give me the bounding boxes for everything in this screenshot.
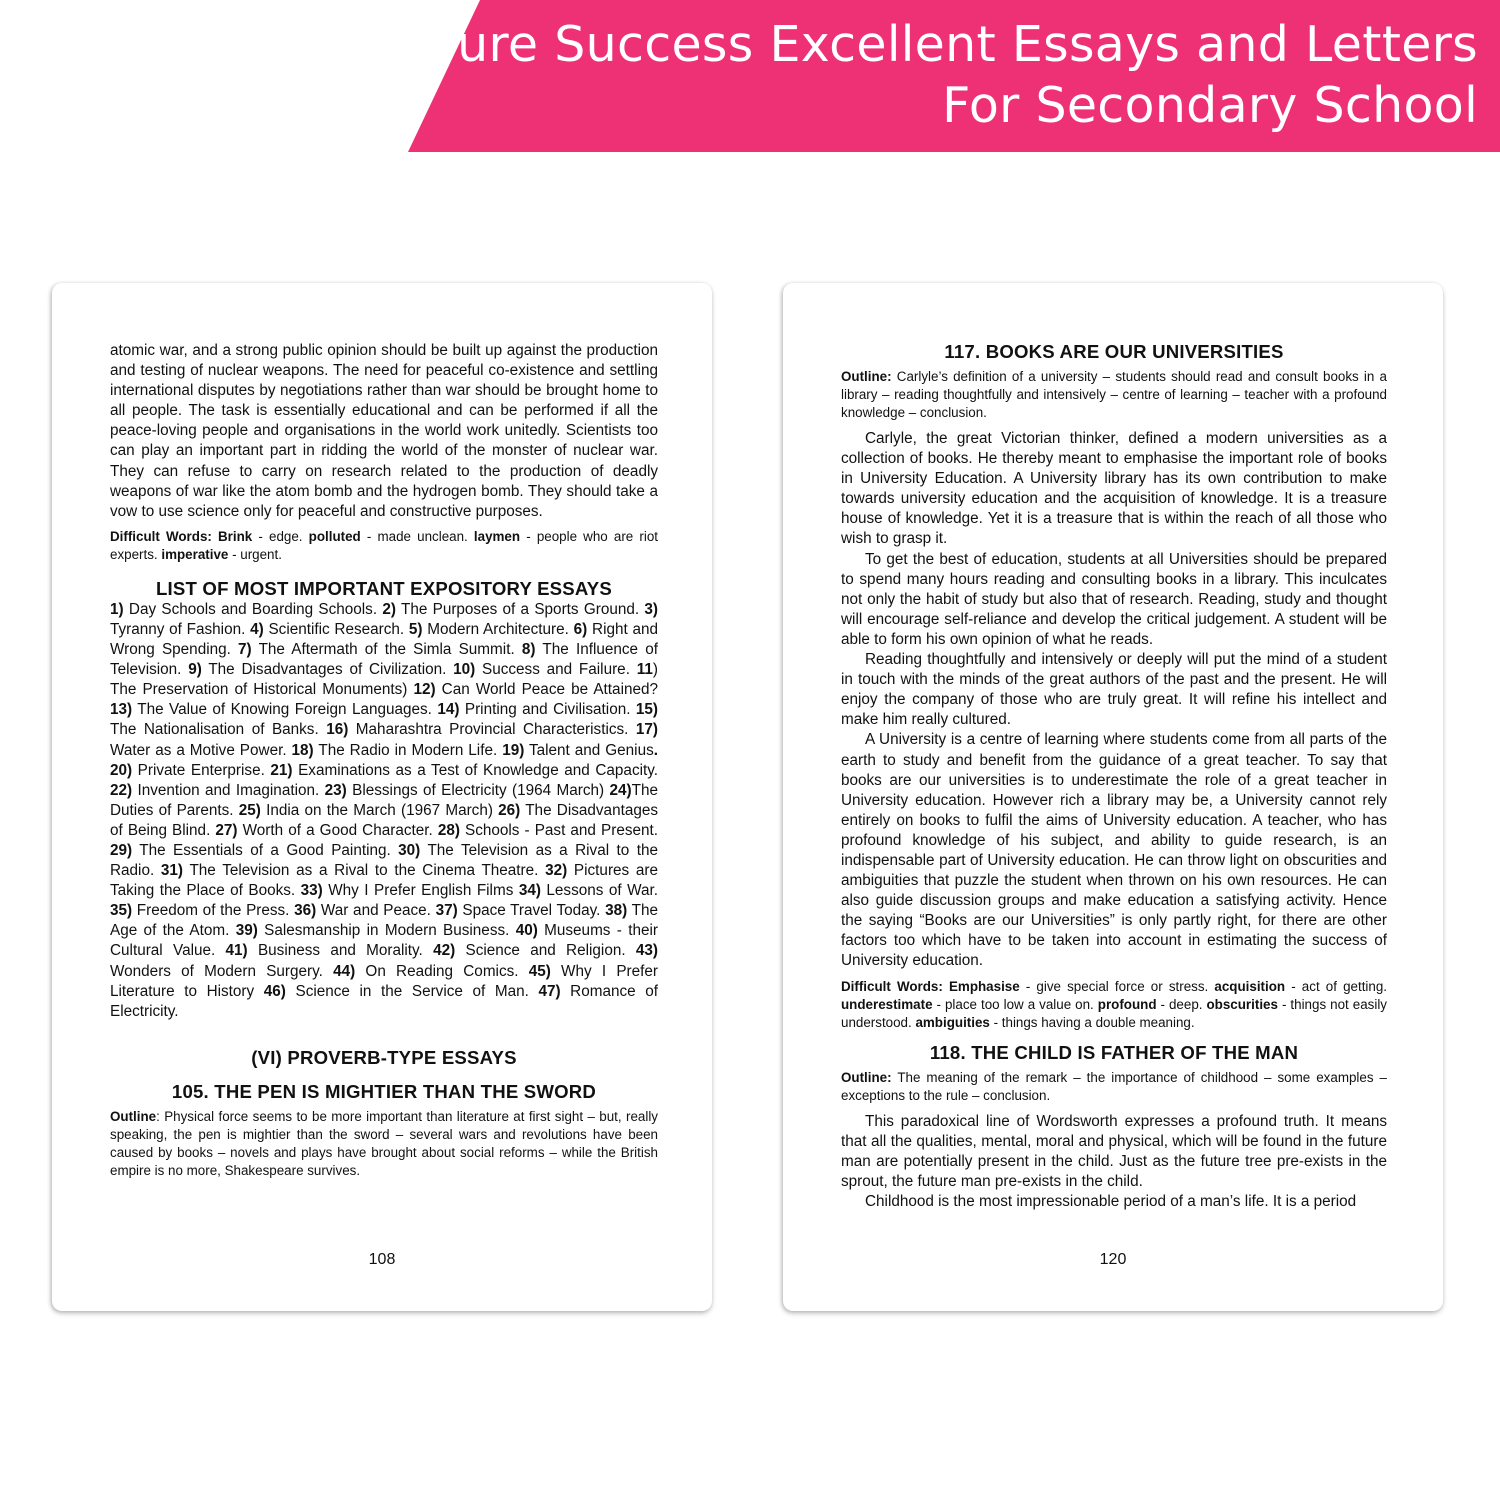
word-term: Emphasise: [948, 978, 1020, 994]
essay-list: [110, 600, 658, 1022]
essay-number: 16): [326, 721, 349, 739]
essay-title: Space Travel Today.: [457, 902, 606, 920]
essay-number: 3): [644, 600, 658, 618]
essay-number: 29): [110, 841, 133, 859]
essay-number: 2): [382, 600, 396, 618]
word-definition: - things not easily understood.: [841, 996, 1387, 1030]
word-definition: - deep.: [1156, 996, 1207, 1012]
word-definition: - give special force or stress.: [1019, 978, 1215, 994]
essay-title: Why I Prefer English Films: [322, 882, 519, 900]
essay-number: 19): [502, 741, 525, 759]
essay-number: 28): [437, 821, 460, 839]
essay-number: 23): [324, 781, 347, 799]
essay-title: Day Schools and Boarding Schools.: [123, 600, 383, 618]
essay-title: Museums - their Cultural Value.: [110, 922, 658, 960]
essay-title: Success and Failure.: [475, 661, 637, 679]
word-definition: - edge.: [252, 528, 309, 544]
word-term: Brink: [218, 528, 253, 544]
essay-number: 15): [635, 701, 658, 719]
list-heading: LIST OF MOST IMPORTANT EXPOSITORY ESSAYS: [155, 577, 613, 599]
essay-title: The Radio in Modern Life.: [313, 741, 503, 759]
section-heading: (VI) PROVERB-TYPE ESSAYS: [251, 1046, 517, 1068]
essay-number: 13): [110, 701, 133, 719]
essay-number: 31): [160, 862, 184, 880]
essay-title: Examinations as a Test of Knowledge and Capacity.: [292, 761, 658, 779]
outline-text: Carlyle’s definition of a university – students should read and consult books in a library – reading thoughtfully and intensively – centre of learning – teacher with a profound knowledge – conclusion.: [841, 369, 1387, 420]
body-paragraph: Childhood is the most impressionable period of a man’s life. It is a period: [865, 1192, 1357, 1210]
essay-title: Salesmanship in Modern Business.: [257, 922, 516, 940]
word-definition: - things having a double meaning.: [989, 1014, 1195, 1030]
essay-number: 45): [528, 962, 551, 980]
essay-number: 32): [545, 862, 568, 880]
essay-title: Science and Religion.: [455, 942, 636, 960]
essay-heading-118: 118. THE CHILD IS FATHER OF THE MAN: [929, 1041, 1299, 1063]
essay-number: 21): [270, 761, 293, 779]
word-term: underestimate: [841, 996, 933, 1012]
body-paragraph: Carlyle, the great Victorian thinker, defined a modern universities as a collection of books. He thereby meant to emphasise the important role of books in University Education. A University library has its own contribution to make towards university education and the acquisition of knowledge. It is a treasure house of knowledge. Yet it is a treasure that is within the reach of all those who wish to grasp it.: [841, 430, 1387, 548]
essay-number: 14): [437, 701, 460, 719]
essay-number: 1): [110, 600, 124, 618]
outline-label: Outline:: [841, 369, 892, 384]
essay-number: 26): [498, 801, 521, 819]
left-book-page: [52, 283, 712, 1311]
essay-number: 39): [235, 922, 258, 940]
word-term: laymen: [473, 528, 521, 544]
essay-number: 36): [294, 902, 317, 920]
essay-number: 4): [250, 620, 264, 638]
intro-paragraph: atomic war, and a strong public opinion should be built up against the production and testing of nuclear weapons. The need for peaceful co-existence and settling international disputes by negotiations rather than war should be brought home to all people. The task is essentially educational and can be performed if all the peace-loving people and organisations in the world work unitedly. Scientists too can play an important part in ridding the world of the monster of nuclear war. They can refuse to carry on research related to the production of deadly weapons of war like the atom bomb and the hydrogen bomb. They should take a vow to use science only for peaceful and constructive purposes.: [110, 342, 658, 520]
word-term: acquisition: [1214, 978, 1286, 994]
essay-heading-117: 117. BOOKS ARE OUR UNIVERSITIES: [944, 341, 1284, 362]
essay-outline-118: [841, 1069, 1387, 1105]
outline-text: The meaning of the remark – the importance of childhood – some examples – exceptions to the rule – conclusion.: [841, 1069, 1387, 1103]
essay-title: Can World Peace be Attained?: [435, 681, 658, 699]
word-definition: - made unclean.: [360, 528, 474, 544]
essay-title: The Disadvantages of Civilization.: [201, 661, 454, 679]
page-number: 120: [1099, 1251, 1127, 1268]
word-definition: - place too low a value on.: [932, 996, 1098, 1012]
essay-title: Wonders of Modern Surgery.: [110, 962, 334, 980]
essay-number: 43): [635, 942, 658, 960]
word-definition: - people who are riot experts.: [110, 528, 658, 562]
essay-title: The Essentials of a Good Painting.: [132, 841, 399, 859]
essay-title: The Purposes of a Sports Ground.: [395, 600, 645, 618]
essay-title: Lessons of War.: [540, 882, 658, 900]
essay-number: 18): [291, 741, 314, 759]
essay-number: 37): [435, 902, 458, 920]
essay-number: 22): [110, 781, 133, 799]
essay-title: Romance of Electricity.: [110, 982, 658, 1020]
body-paragraph: Reading thoughtfully and intensively or deeply will put the mind of a student in touch with the minds of the great authors of the past and the present. He will enjoy the company of those who are truly great. It will refine his intellect and make him really cultured.: [841, 651, 1387, 729]
essay-title: Science in the Service of Man.: [285, 982, 539, 1000]
essay-title: Business and Morality.: [247, 942, 434, 960]
essay-number: 47): [538, 982, 561, 1000]
left-page-content: [110, 341, 658, 1241]
essay-title: Pictures are Taking the Place of Books.: [110, 862, 658, 900]
essay-number: 7): [238, 641, 252, 659]
essay-number: 33): [300, 882, 323, 900]
difficult-words-label: Difficult Words:: [841, 978, 943, 994]
essay-number: 35): [110, 902, 133, 920]
essay-title: Right and Wrong Spending.: [110, 620, 658, 659]
essay-title: The Value of Knowing Foreign Languages.: [132, 701, 438, 719]
essay-title: India on the March (1967 March): [260, 801, 499, 819]
word-term: profound: [1097, 996, 1157, 1012]
essay-title: Water as a Motive Power.: [110, 741, 292, 759]
essay-title: Invention and Imagination.: [132, 781, 325, 799]
essay-title: The Television as a Rival to the Cinema Theatre.: [183, 862, 546, 880]
essay-title: Printing and Civilisation.: [459, 701, 636, 719]
right-page-content: [841, 341, 1387, 1241]
page-number: 108: [368, 1251, 396, 1268]
essay-number: 10): [453, 661, 476, 679]
word-term: polluted: [308, 528, 361, 544]
essay-title: Modern Architecture.: [422, 620, 574, 638]
essay-title: Blessings of Electricity (1964 March): [346, 781, 610, 799]
essay-title: The Influence of Television.: [110, 641, 658, 679]
body-paragraph: To get the best of education, students at all Universities should be prepared to spend many hours reading and consulting books in a library. This inculcates not only the habit of study but also that of research. Reading, study and thought will encourage self-reliance and develop the critical judgement. A student will be able to form his own opinion of what he reads.: [841, 550, 1387, 648]
essay-number: 34): [518, 882, 541, 900]
essay-number: 46): [263, 982, 286, 1000]
essay-title: The Television as a Rival to the Radio.: [110, 841, 658, 880]
essay-number: 27): [215, 821, 238, 839]
essay-title: Why I Prefer Literature to History: [110, 962, 658, 1000]
essay-number: 42): [433, 942, 456, 960]
essay-title: The Nationalisation of Banks.: [110, 721, 327, 739]
essay-number: 30): [398, 841, 421, 859]
essay-heading: 105. THE PEN IS MIGHTIER THAN THE SWORD: [171, 1080, 597, 1102]
essay-number: 8): [521, 641, 536, 659]
word-term: imperative: [161, 546, 229, 562]
essay-title: The Disadvantages of Being Blind.: [110, 801, 658, 839]
essay-number: . 20): [110, 741, 658, 779]
banner-title-line-1: Sure Success Excellent Essays and Letters: [425, 16, 1478, 73]
body-paragraph: This paradoxical line of Wordsworth expresses a profound truth. It means that all the qualities, mental, moral and physical, which will be found in the future man are potentially present in the child. Just as the future tree pre-exists in the sprout, the future man pre-exists in the child.: [841, 1112, 1387, 1190]
right-book-page: [783, 283, 1443, 1311]
essay-title: The Aftermath of the Simla Summit.: [251, 641, 522, 659]
essay-title: The Age of the Atom.: [110, 902, 658, 940]
difficult-words: [110, 528, 658, 564]
word-term: ambiguities: [915, 1014, 990, 1030]
essay-title: The Duties of Parents.: [110, 781, 658, 819]
banner-title-line-2: For Secondary School: [942, 77, 1478, 134]
essay-number: 24): [609, 781, 632, 799]
essay-number: 44): [333, 962, 356, 980]
essay-title: Talent and Genius: [524, 741, 654, 759]
banner-title: [426, 14, 1478, 136]
essay-number: 12): [413, 681, 436, 699]
difficult-words-117: [841, 978, 1387, 1032]
essay-number: 5): [408, 620, 423, 638]
essay-title: Tyranny of Fashion.: [110, 620, 251, 638]
outline-text: : Physical force seems to be more important than literature at first sight – but, really speaking, the pen is mightier than the sword – several wars and revolutions have been caused by books – novels and plays have brought about social reforms – while the British empire is no more, Shakespeare survives.: [110, 1108, 658, 1178]
essay-title: Private Enterprise.: [132, 761, 271, 779]
body-paragraph: A University is a centre of learning where students come from all parts of the earth to study and benefit from the guidance of a great teacher. To say that books are our universities is to underestimate the role of a great teacher in University education. However rich a library may be, a University cannot rely entirely on books to fulfil the aims of University education. A teacher, who has profound knowledge of his subject, and ability to guide research, is an indispensable part of University education. He can throw light on obscurities and ambiguities that puzzle the student when thrown on his own resources. He can also guide discussion groups and make education a satisfying activity. Hence the saying “Books are our Universities” is only partly right, for there are other factors too which have to be taken into account in estimating the success of University education.: [841, 731, 1387, 970]
word-definition: - urgent.: [228, 546, 282, 562]
essay-title: Maharashtra Provincial Characteristics.: [348, 721, 636, 739]
word-definition: - act of getting.: [1285, 978, 1387, 994]
difficult-words-label: Difficult Words:: [110, 528, 212, 544]
word-term: obscurities: [1206, 996, 1278, 1012]
essay-number: 9): [188, 661, 202, 679]
essay-number: 17): [635, 721, 658, 739]
essay-number: 41): [225, 942, 248, 960]
essay-number: 11: [636, 661, 653, 679]
essay-outline-117: [841, 368, 1387, 422]
essay-title: War and Peace.: [316, 902, 436, 920]
essay-title: Freedom of the Press.: [132, 902, 295, 920]
essay-title: Scientific Research.: [263, 620, 409, 638]
essay-number: 40): [515, 922, 538, 940]
outline-label: Outline: [110, 1108, 157, 1124]
essay-title: Schools - Past and Present.: [459, 821, 658, 839]
essay-title: ) The Preservation of Historical Monuments): [110, 661, 658, 699]
essay-title: Worth of a Good Character.: [237, 821, 438, 839]
essay-outline: [110, 1108, 658, 1180]
essay-number: 25): [238, 801, 261, 819]
outline-label: Outline:: [841, 1069, 892, 1085]
essay-number: 38): [605, 902, 628, 920]
essay-number: 6): [573, 620, 588, 638]
essay-title: On Reading Comics.: [355, 962, 529, 980]
